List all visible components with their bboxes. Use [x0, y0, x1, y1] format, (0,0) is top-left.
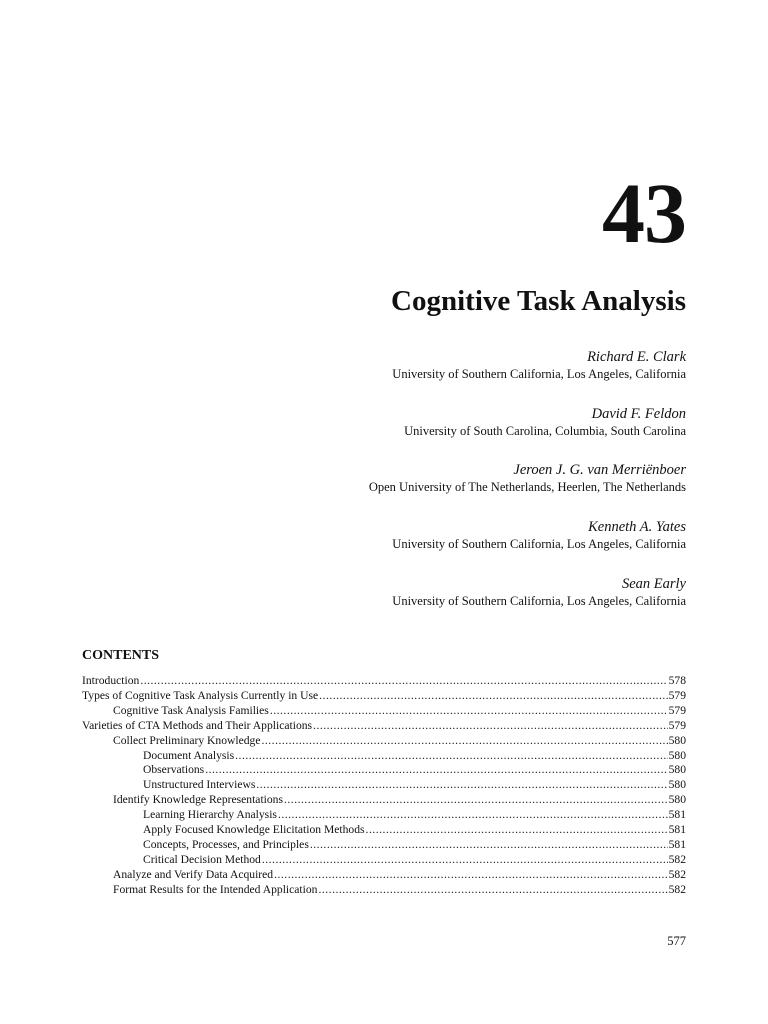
toc-entry-page: 580 — [668, 793, 686, 807]
toc-leader-dots — [310, 838, 668, 853]
toc-entry-title: Concepts, Processes, and Principles — [143, 837, 309, 851]
toc-entry-title: Cognitive Task Analysis Families — [113, 703, 269, 717]
page-number: 577 — [667, 934, 686, 948]
toc-entry-page: 579 — [668, 688, 686, 702]
toc-entry-page: 582 — [668, 867, 686, 881]
toc-entry-title: Unstructured Interviews — [143, 778, 256, 792]
toc-entry-title: Types of Cognitive Task Analysis Currently in Use — [82, 688, 319, 702]
toc-entry-page: 578 — [668, 674, 686, 687]
author-block-3 — [369, 461, 686, 495]
author-affiliation: University of Southern California, Los Angeles, California — [392, 537, 686, 551]
chapter-title: Cognitive Task Analysis — [391, 285, 686, 317]
author-block-4 — [392, 518, 686, 552]
author-affiliation: Open University of The Netherlands, Heerlen, The Netherlands — [368, 480, 686, 494]
toc-entry-title: Observations — [143, 763, 205, 777]
author-name: Sean Early — [621, 576, 686, 592]
toc-entry[interactable] — [82, 674, 686, 689]
toc-leader-dots — [318, 883, 667, 898]
toc-entry[interactable] — [82, 778, 686, 793]
author-block-5 — [392, 575, 686, 609]
toc-entry-title: Document Analysis — [143, 748, 235, 762]
toc-leader-dots — [313, 719, 668, 734]
contents-heading: CONTENTS — [82, 648, 160, 663]
toc-leader-dots — [270, 704, 668, 719]
toc-entry-title: Introduction — [82, 674, 140, 687]
toc-leader-dots — [274, 868, 668, 883]
toc-entry-page: 581 — [668, 823, 686, 837]
author-name: Kenneth A. Yates — [588, 519, 686, 535]
toc-leader-dots — [284, 793, 668, 808]
toc-entry[interactable] — [82, 838, 686, 853]
toc-entry-page: 581 — [668, 808, 686, 822]
toc-leader-dots — [256, 778, 667, 793]
author-block-2 — [404, 405, 686, 439]
table-of-contents — [82, 674, 686, 898]
toc-leader-dots — [261, 734, 667, 749]
author-name: Richard E. Clark — [587, 349, 686, 365]
toc-entry-page: 580 — [668, 763, 686, 777]
toc-entry[interactable] — [82, 763, 686, 778]
toc-entry[interactable] — [82, 734, 686, 749]
toc-entry[interactable] — [82, 808, 686, 823]
toc-entry-title: Format Results for the Intended Application — [113, 882, 318, 896]
toc-entry[interactable] — [82, 883, 686, 898]
toc-entry-title: Varieties of CTA Methods and Their Applications — [82, 718, 313, 732]
toc-entry-page: 580 — [668, 748, 686, 762]
toc-leader-dots — [319, 689, 667, 704]
toc-entry[interactable] — [82, 689, 686, 704]
toc-leader-dots — [278, 808, 668, 823]
chapter-number: 43 — [602, 165, 686, 261]
toc-entry-page: 580 — [668, 733, 686, 747]
toc-entry-title: Critical Decision Method — [143, 852, 261, 866]
toc-entry[interactable] — [82, 704, 686, 719]
toc-entry-page: 582 — [668, 852, 686, 866]
toc-leader-dots — [366, 823, 668, 838]
toc-entry[interactable] — [82, 719, 686, 734]
author-affiliation: University of South Carolina, Columbia, South Carolina — [404, 424, 686, 438]
toc-entry[interactable] — [82, 793, 686, 808]
toc-entry-title: Collect Preliminary Knowledge — [113, 733, 261, 747]
toc-entry[interactable] — [82, 823, 686, 838]
author-name: Jeroen J. G. van Merriënboer — [513, 462, 686, 478]
author-block-1 — [392, 348, 686, 382]
toc-leader-dots — [235, 749, 667, 764]
toc-entry[interactable] — [82, 853, 686, 868]
toc-entry-title: Analyze and Verify Data Acquired — [113, 867, 274, 881]
toc-leader-dots — [140, 674, 667, 689]
toc-entry-page: 580 — [668, 778, 686, 792]
toc-entry-page: 581 — [668, 837, 686, 851]
toc-entry-page: 579 — [668, 703, 686, 717]
author-name: David F. Feldon — [591, 406, 686, 422]
toc-entry[interactable] — [82, 749, 686, 764]
toc-entry-title: Learning Hierarchy Analysis — [143, 808, 277, 822]
toc-leader-dots — [262, 853, 668, 868]
toc-entry-page: 582 — [668, 882, 686, 896]
toc-entry-title: Identify Knowledge Representations — [113, 793, 283, 807]
author-affiliation: University of Southern California, Los Angeles, California — [392, 367, 686, 381]
toc-leader-dots — [205, 763, 667, 778]
toc-entry-title: Apply Focused Knowledge Elicitation Methods — [143, 823, 365, 837]
author-affiliation: University of Southern California, Los Angeles, California — [392, 594, 686, 608]
toc-entry-page: 579 — [668, 718, 686, 732]
toc-entry[interactable] — [82, 868, 686, 883]
